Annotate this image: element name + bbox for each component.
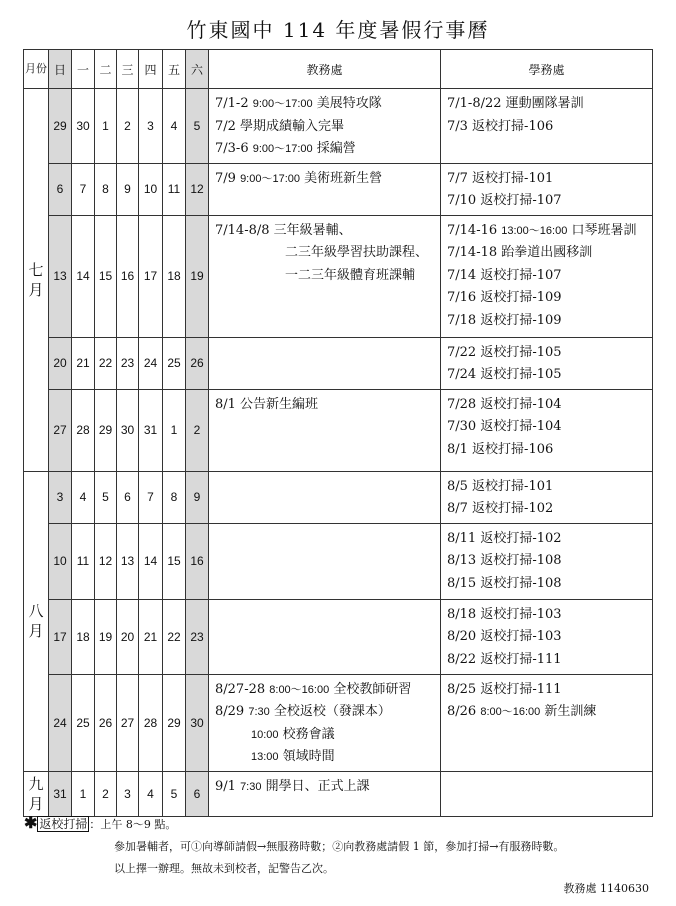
student-events — [441, 471, 653, 523]
event-line — [447, 573, 646, 596]
event-line — [447, 416, 646, 439]
event-text: 7/3-6 — [215, 141, 253, 156]
event-line — [447, 439, 646, 462]
day-cell: 25 — [72, 674, 95, 771]
day-cell: 29 — [95, 389, 117, 471]
day-cell: 26 — [95, 674, 117, 771]
day-cell: 30 — [72, 89, 95, 164]
event-line — [447, 476, 646, 499]
month-label: 九 月 — [24, 771, 49, 816]
week-row — [24, 599, 653, 674]
day-cell: 8 — [163, 471, 186, 523]
event-text: 7/3 返校打掃-106 — [447, 118, 554, 134]
academic-events — [209, 674, 441, 771]
event-text: 10:00 — [251, 728, 279, 741]
student-events — [441, 674, 653, 771]
day-cell: 18 — [163, 215, 186, 337]
student-events — [441, 523, 653, 599]
event-text: 7/18 返校打掃-109 — [447, 312, 562, 328]
day-cell: 14 — [72, 215, 95, 337]
event-text: 8/15 返校打掃-108 — [447, 575, 562, 591]
day-cell: 12 — [186, 163, 209, 215]
event-text: 9:00～17:00 — [252, 98, 313, 110]
event-text: 9/1 — [215, 778, 241, 794]
week-row — [24, 163, 653, 215]
day-cell: 16 — [117, 215, 139, 337]
day-cell: 28 — [139, 674, 163, 771]
event-text: 8/20 返校打掃-103 — [447, 629, 562, 644]
note-line-2: 參加暑輔者，可①向導師請假→無服務時數；②向教務處請假 1 節，參加打掃→有服務時數。 — [114, 840, 565, 853]
header-row — [24, 50, 653, 89]
event-line — [447, 242, 646, 265]
event-line — [447, 265, 646, 288]
day-cell: 5 — [163, 771, 186, 816]
day-header: 六 — [186, 50, 209, 89]
event-line — [447, 550, 646, 573]
day-cell: 27 — [117, 674, 139, 771]
notes — [24, 812, 564, 880]
day-cell: 15 — [95, 215, 117, 337]
signature: 教務處 1140630 — [563, 882, 649, 895]
event-text: 8:00～16:00 — [480, 706, 541, 718]
day-cell: 9 — [186, 471, 209, 523]
day-cell: 30 — [117, 389, 139, 471]
event-line — [447, 498, 646, 521]
day-cell: 20 — [117, 599, 139, 674]
day-cell: 27 — [49, 389, 72, 471]
student-events — [441, 599, 653, 674]
event-text: 7:30 — [248, 706, 270, 718]
event-line — [447, 626, 646, 649]
event-line — [447, 93, 646, 116]
day-cell: 7 — [139, 471, 163, 523]
event-text: 9:00～17:00 — [252, 143, 313, 155]
boxed-label: 返校打掃 — [39, 817, 88, 831]
event-text: 採編營 — [312, 141, 356, 156]
event-text: 全校教師研習 — [329, 681, 412, 697]
event-text: 8/11 返校打掃-102 — [447, 530, 562, 546]
day-cell: 6 — [186, 771, 209, 816]
day-cell: 29 — [163, 674, 186, 771]
day-cell: 17 — [49, 599, 72, 674]
event-line — [447, 168, 646, 191]
student-events — [441, 771, 653, 816]
academic-events — [209, 523, 441, 599]
event-line — [215, 724, 434, 747]
student-events — [441, 215, 653, 337]
week-row — [24, 389, 653, 471]
event-text: 13:00～16:00 — [501, 224, 568, 237]
event-line — [447, 528, 646, 551]
day-cell: 23 — [117, 337, 139, 389]
event-line — [447, 364, 646, 387]
event-text: 7/10 返校打掃-107 — [447, 193, 562, 208]
day-cell: 11 — [163, 163, 186, 215]
day-cell: 26 — [186, 337, 209, 389]
event-text: 全校返校（發課本） — [269, 704, 391, 719]
event-text: 一二三年級體育班課輔 — [285, 267, 416, 283]
day-cell: 1 — [72, 771, 95, 816]
week-row — [24, 674, 653, 771]
event-text: 美展特攻隊 — [312, 96, 382, 111]
event-text: 7/14 返校打掃-107 — [447, 267, 562, 283]
event-text: 開學日、正式上課 — [261, 778, 370, 794]
week-row — [24, 471, 653, 523]
day-cell: 11 — [72, 523, 95, 599]
day-cell: 18 — [72, 599, 95, 674]
day-cell: 12 — [95, 523, 117, 599]
event-text: 二三年級學習扶助課程、 — [285, 245, 429, 260]
event-text: 7/22 返校打掃-105 — [447, 344, 562, 360]
event-line — [215, 701, 434, 724]
academic-events — [209, 771, 441, 816]
event-text: 口琴班暑訓 — [567, 222, 637, 238]
academic-header: 教務處 — [209, 50, 441, 89]
event-text: 美術班新生營 — [300, 170, 383, 186]
day-cell: 14 — [139, 523, 163, 599]
day-cell: 4 — [139, 771, 163, 816]
event-line — [215, 116, 434, 139]
day-header: 二 — [95, 50, 117, 89]
day-header: 日 — [49, 50, 72, 89]
academic-events — [209, 163, 441, 215]
day-header: 一 — [72, 50, 95, 89]
event-line — [447, 679, 646, 702]
day-cell: 3 — [49, 471, 72, 523]
event-line — [215, 138, 434, 161]
day-cell: 5 — [95, 471, 117, 523]
asterisk-icon: ✱ — [24, 813, 38, 832]
event-text: 8/5 返校打掃-101 — [447, 478, 554, 494]
event-line — [215, 776, 434, 799]
event-line — [447, 342, 646, 365]
event-text: 9:00～17:00 — [240, 172, 300, 185]
day-cell: 30 — [186, 674, 209, 771]
day-cell: 4 — [163, 89, 186, 164]
day-cell: 6 — [117, 471, 139, 523]
day-cell: 10 — [49, 523, 72, 599]
day-cell: 31 — [139, 389, 163, 471]
event-text: 7/1-8/22 運動團隊暑訓 — [447, 96, 584, 111]
month-header: 月份 — [24, 50, 49, 89]
event-text: 8/26 — [447, 704, 481, 719]
day-header: 四 — [139, 50, 163, 89]
day-cell: 1 — [163, 389, 186, 471]
event-text: 8/25 返校打掃-111 — [447, 681, 562, 697]
event-text: 校務會議 — [278, 726, 335, 742]
event-line — [447, 190, 646, 213]
event-text: 8/7 返校打掃-102 — [447, 501, 554, 516]
event-text: 7/7 返校打掃-101 — [447, 170, 554, 186]
calendar-table — [23, 49, 653, 817]
event-text: 8/1 公告新生編班 — [215, 396, 319, 412]
day-cell: 3 — [139, 89, 163, 164]
event-text: 8/18 返校打掃-103 — [447, 606, 562, 622]
day-cell: 22 — [163, 599, 186, 674]
note-text-1: ：上午 8～9 點。 — [89, 818, 177, 831]
event-text: 8/27-28 — [215, 681, 270, 697]
event-text: 7/14-8/8 三年級暑輔、 — [215, 222, 352, 238]
day-cell: 2 — [117, 89, 139, 164]
day-header: 五 — [163, 50, 186, 89]
day-cell: 31 — [49, 771, 72, 816]
event-text: 7/2 學期成績輸入完畢 — [215, 118, 345, 134]
event-text: 8:00～16:00 — [269, 683, 330, 696]
event-line — [447, 394, 646, 417]
week-row — [24, 523, 653, 599]
day-cell: 19 — [95, 599, 117, 674]
week-row — [24, 215, 653, 337]
event-line — [215, 93, 434, 116]
event-line — [447, 701, 646, 724]
event-text: 新生訓練 — [540, 704, 597, 719]
day-cell: 8 — [95, 163, 117, 215]
event-line — [215, 746, 434, 769]
student-events — [441, 337, 653, 389]
week-row — [24, 337, 653, 389]
event-text: 8/22 返校打掃-111 — [447, 651, 562, 667]
event-line — [215, 265, 434, 288]
day-cell: 13 — [117, 523, 139, 599]
day-cell: 7 — [72, 163, 95, 215]
day-cell: 2 — [95, 771, 117, 816]
event-text: 7:30 — [240, 780, 262, 793]
day-cell: 1 — [95, 89, 117, 164]
month-label: 八 月 — [24, 471, 49, 771]
event-text: 領域時間 — [278, 749, 335, 764]
academic-events — [209, 471, 441, 523]
event-text: 7/14-18 跆拳道出國移訓 — [447, 245, 593, 260]
day-cell: 25 — [163, 337, 186, 389]
event-text: 13:00 — [251, 751, 279, 763]
day-cell: 21 — [72, 337, 95, 389]
event-line — [447, 649, 646, 672]
month-label: 七 月 — [24, 89, 49, 472]
day-cell: 6 — [49, 163, 72, 215]
event-line — [447, 310, 646, 333]
week-row — [24, 771, 653, 816]
event-text: 8/29 — [215, 704, 249, 719]
week-row — [24, 89, 653, 164]
academic-events — [209, 337, 441, 389]
day-cell: 20 — [49, 337, 72, 389]
student-events — [441, 163, 653, 215]
note-line-3: 以上擇一辦理。無故未到校者，記警告乙次。 — [114, 862, 334, 875]
day-cell: 15 — [163, 523, 186, 599]
event-line — [215, 679, 434, 702]
event-line — [215, 242, 434, 265]
day-cell: 28 — [72, 389, 95, 471]
event-line — [215, 220, 434, 243]
day-cell: 13 — [49, 215, 72, 337]
day-cell: 16 — [186, 523, 209, 599]
day-cell: 21 — [139, 599, 163, 674]
event-line — [447, 604, 646, 627]
event-text: 7/16 返校打掃-109 — [447, 290, 562, 305]
event-text: 7/30 返校打掃-104 — [447, 419, 562, 434]
day-cell: 19 — [186, 215, 209, 337]
day-header: 三 — [117, 50, 139, 89]
day-cell: 29 — [49, 89, 72, 164]
event-text: 7/1-2 — [215, 96, 253, 111]
student-events — [441, 89, 653, 164]
event-line — [447, 116, 646, 139]
day-cell: 3 — [117, 771, 139, 816]
page-title: 竹東國中 114 年度暑假行事曆 — [186, 18, 490, 42]
student-header: 學務處 — [441, 50, 653, 89]
student-events — [441, 389, 653, 471]
day-cell: 17 — [139, 215, 163, 337]
event-text: 8/1 返校打掃-106 — [447, 441, 554, 457]
day-cell: 2 — [186, 389, 209, 471]
day-cell: 4 — [72, 471, 95, 523]
day-cell: 5 — [186, 89, 209, 164]
note-line-1 — [24, 812, 564, 836]
day-cell: 9 — [117, 163, 139, 215]
event-line — [447, 287, 646, 310]
event-text: 8/13 返校打掃-108 — [447, 553, 562, 568]
academic-events — [209, 89, 441, 164]
day-cell: 22 — [95, 337, 117, 389]
event-line — [447, 220, 646, 243]
day-cell: 24 — [49, 674, 72, 771]
day-cell: 23 — [186, 599, 209, 674]
academic-events — [209, 599, 441, 674]
day-cell: 10 — [139, 163, 163, 215]
day-cell: 24 — [139, 337, 163, 389]
event-text: 7/28 返校打掃-104 — [447, 396, 562, 412]
event-line — [215, 394, 434, 417]
event-line — [215, 168, 434, 191]
academic-events — [209, 215, 441, 337]
event-text: 7/9 — [215, 170, 241, 186]
event-text: 7/24 返校打掃-105 — [447, 367, 562, 382]
event-text: 7/14-16 — [447, 222, 502, 238]
academic-events — [209, 389, 441, 471]
